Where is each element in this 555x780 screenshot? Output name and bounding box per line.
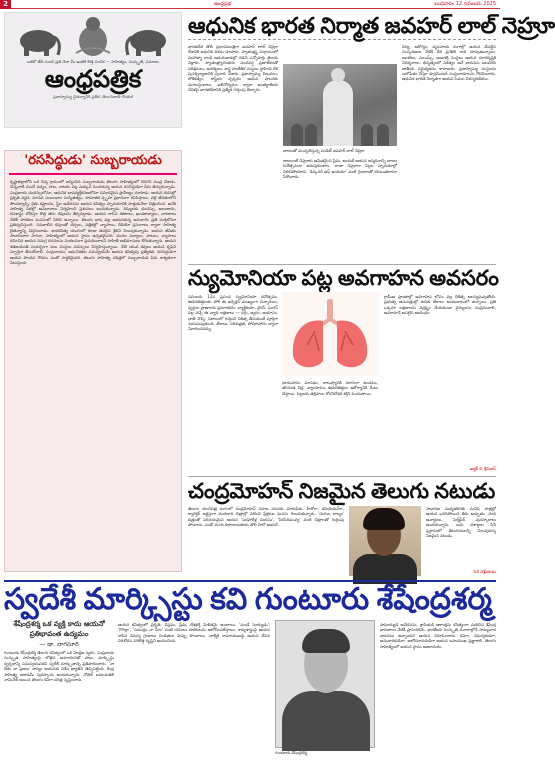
left-column-article [4, 150, 182, 572]
nehru-headline: ఆధునిక భారత నిర్మాత జవహర్ లాల్ నెహ్రూ [188, 13, 555, 38]
elephants-lakshmi-icon [8, 15, 178, 57]
sheshendra-col2: ఆయన కవిత్వంలో ప్రకృతి, విప్లవం, ప్రేమ, దేశభక్తి మిళితమై ఉంటాయి. 'మండే సూర్యుడు', 'గొరిల్లా', 'సముద్రం నా పేరు' వంటి రచనలు పాఠకులను ఆలోచింపజేస్తాయి. కావ్యశాస్త్రంపై ఆయన రాసిన విమర్శ గ్రంథాలు పండితుల మెప్పు పొందాయి. వాల్మీకి రామాయణంపై ఆయన చేసిన పరిశోధన సరికొత్త దృష్టిని అందించింది. [118, 622, 270, 644]
nehru-col1: భారతదేశ తొలి ప్రధానమంత్రిగా జవహర్ లాల్ నెహ్రూ దేశానికి ఆధునిక దిశను చూపారు. స్వాతంత్ర్య సంగ్రామంలో మహాత్మా గాంధీ అడుగుజాడల్లో నడిచి ఎన్నోసార్లు జైలుకు వెళ్లారు. స్వాతంత్ర్యానంతరం పంచవర్ష ప్రణాళికలతో పరిశ్రమలు, ఆనకట్టలు, శాస్త్ర సాంకేతిక సంస్థలు స్థాపించి దేశ పునర్నిర్మాణానికి పునాది వేశారు. ప్రజాస్వామ్య విలువలు, లౌకికత్వం, శాస్త్రీయ దృక్పథం ఆయన పాలనకు మూలస్తంభాలు. అలీనోద్యమం ద్వారా అంతర్జాతీయ వేదికపై భారతదేశానికి ప్రత్యేక గుర్తింపు తెచ్చారు. [188, 44, 278, 93]
article-body: కృష్ణాజిల్లాలోని ఒక చిన్న గ్రామంలో జన్మించిన సుబ్బరాయడు తెలుగు సాహిత్యంలో చెరగని ముద్ర వేశాడు. చిన్ననాటి నుంచే పద్యం, పాట, నాటకం పట్ల మక్కువ పెంచుకున్న ఆయన రససిద్ధుడిగా పేరు తెచ్చుకున్నాడు. సంప్రదాయ ఛందస్సులోనూ, ఆధునిక భావవ్యక్తీకరణలోనూ సమానమైన ప్రావీణ్యం చూపాడు. ఆయన రచనల్లో ప్రకృతి వర్ణన, మానవ సంబంధాల సున్నితత్వం, సామాజిక స్పృహ ప్రధానంగా కనిపిస్తాయి. పల్లె జీవితంలోని సౌందర్యాన్ని, రైతు కష్టాలను, స్త్రీల ఆవేదనను ఆయన కవిత్వం హృదయానికి హత్తుకునేలా చిత్రించింది. అనేక సాహిత్య సభల్లో అవధానాలు నిర్వహించి ప్రశంసలు అందుకున్నాడు. శిష్యులకు ఛందస్సు, అలంకారం, రసశాస్త్రం బోధిస్తూ కొత్త తరం కవులను తీర్చిదిద్దాడు. ఆయన రాసిన శతకాలు, ఖండకావ్యాలు, నాటకాలు నేటికీ పాఠకుల మనసులో నిలిచి ఉన్నాయి. తెలుగు భాష పట్ల ఆయనకున్న అనురాగం ప్రతి పంక్తిలోనూ ప్రతిధ్వనిస్తుంది. సమకాలీన కవులతో చర్చలు, పత్రికల్లో వ్యాసాలు, రేడియో ప్రసంగాలు ద్వారా సాహిత్య చైతన్యాన్ని విస్తరించాడు. భావకవిత్వ యుగంలో కూడా తనదైన శైలిని నిలుపుకున్నాడు. ఆయన జీవితం సాదాసీదాగా సాగినా, సాహిత్యంలో ఆయన స్థానం ఉన్నతమైనది. వందల పద్యాలు, పాటలు, వ్యాసాలు రచించిన ఆయన సమగ్ర రచనలను సంకలనంగా ప్రచురించాలని సాహితీ అభిమానులు కోరుతున్నారు. ఆయన శతజయంతి సందర్భంగా పలు సంస్థలు సదస్సులు నిర్వహిస్తున్నాయి. నేటి యువ కవులు ఆయన కృషిని స్ఫూర్తిగా తీసుకోవాలి. సంప్రదాయం, ఆధునికతల సమన్వయమే ఆయన కవిత్వపు ప్రత్యేకత. రససిద్ధుడిగా ఆయన పొందిన గౌరవం ఎంతో సార్థకమైనది. తెలుగు సాహిత్య చరిత్రలో సుబ్బరాయడి పేరు శాశ్వతంగా నిలుస్తుంది. [10, 179, 176, 266]
newspaper-name: ఆంధ్రపత్రిక [44, 64, 142, 93]
masthead-subtitle: ప్రజాస్వామ్య చైతన్యానికి ప్రతీక, తెలుగుజాతి గొంతుక [53, 94, 133, 99]
sheshendra-author: — డా. నాగసూరి [39, 641, 79, 648]
sheshendra-subhead [4, 620, 114, 649]
nehru-col2: బాలలంటే నెహ్రూకు అమితమైన ప్రేమ. అందుకే ఆయన జన్మదినాన్ని బాలల దినోత్సవంగా జరుపుకుంటాం. చాచా నెహ్రూగా పిల్లల హృదయాల్లో నిలిచిపోయారు. 'డిస్కవరీ ఆఫ్ ఇండియా' వంటి గ్రంథాలతో రచయితగానూ పేరొందారు. [283, 158, 397, 180]
top-bar [0, 0, 500, 9]
lungs-illustration [282, 292, 378, 376]
pneumonia-col2: ధూమపానం మానడం, కాలుష్యానికి దూరంగా ఉండటం, తగినంత నిద్ర, వ్యాయామం ఊపిరితిత్తుల ఆరోగ్యానికి మేలు చేస్తాయి. పిల్లలకు తల్లిపాలు రోగనిరోధక శక్తిని పెంచుతాయి. [282, 380, 378, 396]
sheshendra-subtitle: శేషేంద్రశర్మ ఒక వ్యక్తి కాదు ఆయనో ప్రతిభావంత ఉద్యమం [13, 620, 105, 638]
pneumonia-credit: డాక్టర్ కె. శ్రీనివాస్ [469, 466, 496, 471]
sheshendra-photo-caption: గుంటూరు శేషేంద్రశర్మ [275, 750, 307, 755]
page-number: 2 [0, 0, 11, 9]
chandramohan-col1: తెలుగు చలనచిత్ర రంగంలో చంద్రమోహన్ సహజ నటనకు మారుపేరు. హీరోగా, కమెడియన్‌గా, క్యారెక్టర్ ఆర్టిస్టుగా వందలాది చిత్రాల్లో నటించి ప్రేక్షకుల మనసు గెలుచుకున్నారు. 'రంగుల రాట్నం' చిత్రంతో పరిచయమైన ఆయన 'పదహారేళ్ల వయసు', 'సిరిసిరిమువ్వ' వంటి చిత్రాలతో గుర్తింపు పొందారు. ఎంతో మంది కథానాయికలకు తొలి హీరో ఆయనే. [188, 506, 344, 528]
nehru-col3: విద్య, ఆరోగ్యం, వ్యవసాయ రంగాల్లో ఆయన చేపట్టిన సంస్కరణలు నేటికీ దేశ ప్రగతికి దారి చూపుతున్నాయి. ఐఐటీలు, ఎయిమ్స్, అణుశక్తి సంస్థలు ఆయన దూరదృష్టికి నిదర్శనాలు. భిన్నత్వంలో ఏకత్వం అనే భావనను బలపరిచి జాతీయ సమైక్యతను కాపాడారు. ప్రజాస్వామ్య సంస్థలను బలోపేతం చేస్తూ పార్లమెంటరీ సంప్రదాయాలను గౌరవించారు. ఆధునిక భారత నిర్మాతగా ఆయన సేవలు చిరస్మరణీయం. [402, 44, 496, 82]
pneumonia-col1: నవంబరు 12న ప్రపంచ న్యుమోనియా దినోత్సవం. ఊపిరితిత్తులకు సోకే ఈ ఇన్ఫెక్షన్ ముఖ్యంగా చిన్నారులు, వృద్ధుల ప్రాణాలకు ప్రమాదకరం. బ్యాక్టీరియా, వైరస్, ఫంగస్ వల్ల వచ్చే ఈ వ్యాధి లక్షణాలు — దగ్గు, జ్వరం, ఆయాసం, ఛాతీ నొప్పి. సకాలంలో గుర్తించి చికిత్స తీసుకుంటే పూర్తిగా నయమవుతుంది. టీకాలు, పరిశుభ్రత, పోషకాహారం ద్వారా నివారించవచ్చు. [188, 294, 278, 332]
chandramohan-headline: చంద్రమోహన్ నిజమైన తెలుగు నటుడు [188, 476, 496, 504]
sheshendra-headline: స్వదేశీ మార్క్సిస్టు కవి గుంటూరు శేషేంద్రశర్మ [4, 580, 496, 616]
masthead [4, 12, 182, 128]
section-name: ఆంధ్రప్రభ [213, 0, 232, 7]
chandramohan-credit: సినీ విశ్లేషకుడు [473, 569, 496, 574]
sheshendra-col3: సామాన్యుడి ఆవేదనను, శ్రామికుడి ఆకాంక్షను కవిత్వంగా మలిచిన శేషేంద్ర భావజాలం నేటికీ ప్రాసంగికమే. భారతీయ సంస్కృతి మూలాల్లోనే సామ్యవాద భావనలు ఉన్నాయని ఆయన నిరూపించారు. కవిగా, విమర్శకుడిగా, అనువాదకుడిగా, ఆలోచనాపరుడిగా ఆయన బహుముఖ ప్రజ్ఞాశాలి. తెలుగు సాహిత్యంలో ఆయన స్థానం అజరామరం. [380, 622, 496, 649]
lungs-icon [285, 295, 375, 373]
nehru-photo-caption: బాలలతో ముచ్చటిస్తున్న పండిట్ జవహర్ లాల్ నెహ్రూ [283, 148, 365, 153]
issue-date: బుధవారం 12 నవంబరు 2025 [434, 0, 496, 7]
sheshendra-photo [275, 620, 375, 748]
masthead-tagline: ఒకటో తేదీ నుంచి ప్రతి నెలా మీ ఇంటికి కొత్త సంచిక — సాహిత్యం, సంస్కృతి, సమాజం [27, 59, 159, 64]
chandramohan-col2: సాధారణ మధ్యతరగతి మనిషి పాత్రల్లో ఆయన ఒదిగిపోయిన తీరు అద్భుతం. నంది అవార్డులు, ఫిల్మ్‌ఫేర్ పురస్కారాలు అందుకున్నారు. ఐదు దశాబ్దాల సినీ ప్రస్థానంలో తెలుగుదనాన్ని నిలుపుకున్న నిజమైన నటుడు. [426, 506, 496, 539]
chandramohan-photo [349, 506, 421, 576]
nehru-photo [283, 64, 397, 146]
pneumonia-headline: న్యుమోనియా పట్ల అవగాహన అవసరం [188, 266, 499, 290]
article-title: 'రససిద్ధుడు' సుబ్బరాయడు [9, 151, 177, 175]
sheshendra-col1: గుంటూరు శేషేంద్రశర్మ తెలుగు కవిత్వంలో ఒక విలక్షణ స్వరం. సంప్రదాయ సంస్కృత సాహిత్యంపై లోతైన అవగాహనతో పాటు మార్క్సిస్టు దృక్పథాన్ని సమన్వయపరచి స్వదేశీ మార్క్సిజాన్ని ప్రతిపాదించారు. 'నా దేశం నా ప్రజలు' కావ్యం ఆయనకు విశేష ఖ్యాతిని తెచ్చిపెట్టింది. కేంద్ర సాహిత్య అకాడమీ పురస్కారం అందుకున్నారు. నోబెల్ బహుమతికి నామినేట్ అయిన తెలుగు కవిగా చరిత్ర సృష్టించారు. [4, 650, 114, 683]
pneumonia-col3: గ్రామీణ ప్రాంతాల్లో అవగాహన లోపం వల్ల చికిత్స ఆలస్యమవుతోంది. ప్రభుత్వ ఆసుపత్రుల్లో ఉచిత టీకాలు అందుబాటులో ఉన్నాయి. ప్రతి ఒక్కరూ లక్షణాలను నిర్లక్ష్యం చేయకుండా వైద్యులను సంప్రదించాలి. అవగాహనే అసలైన ఆయుధం. [384, 294, 496, 316]
masthead-emblem [5, 13, 181, 57]
